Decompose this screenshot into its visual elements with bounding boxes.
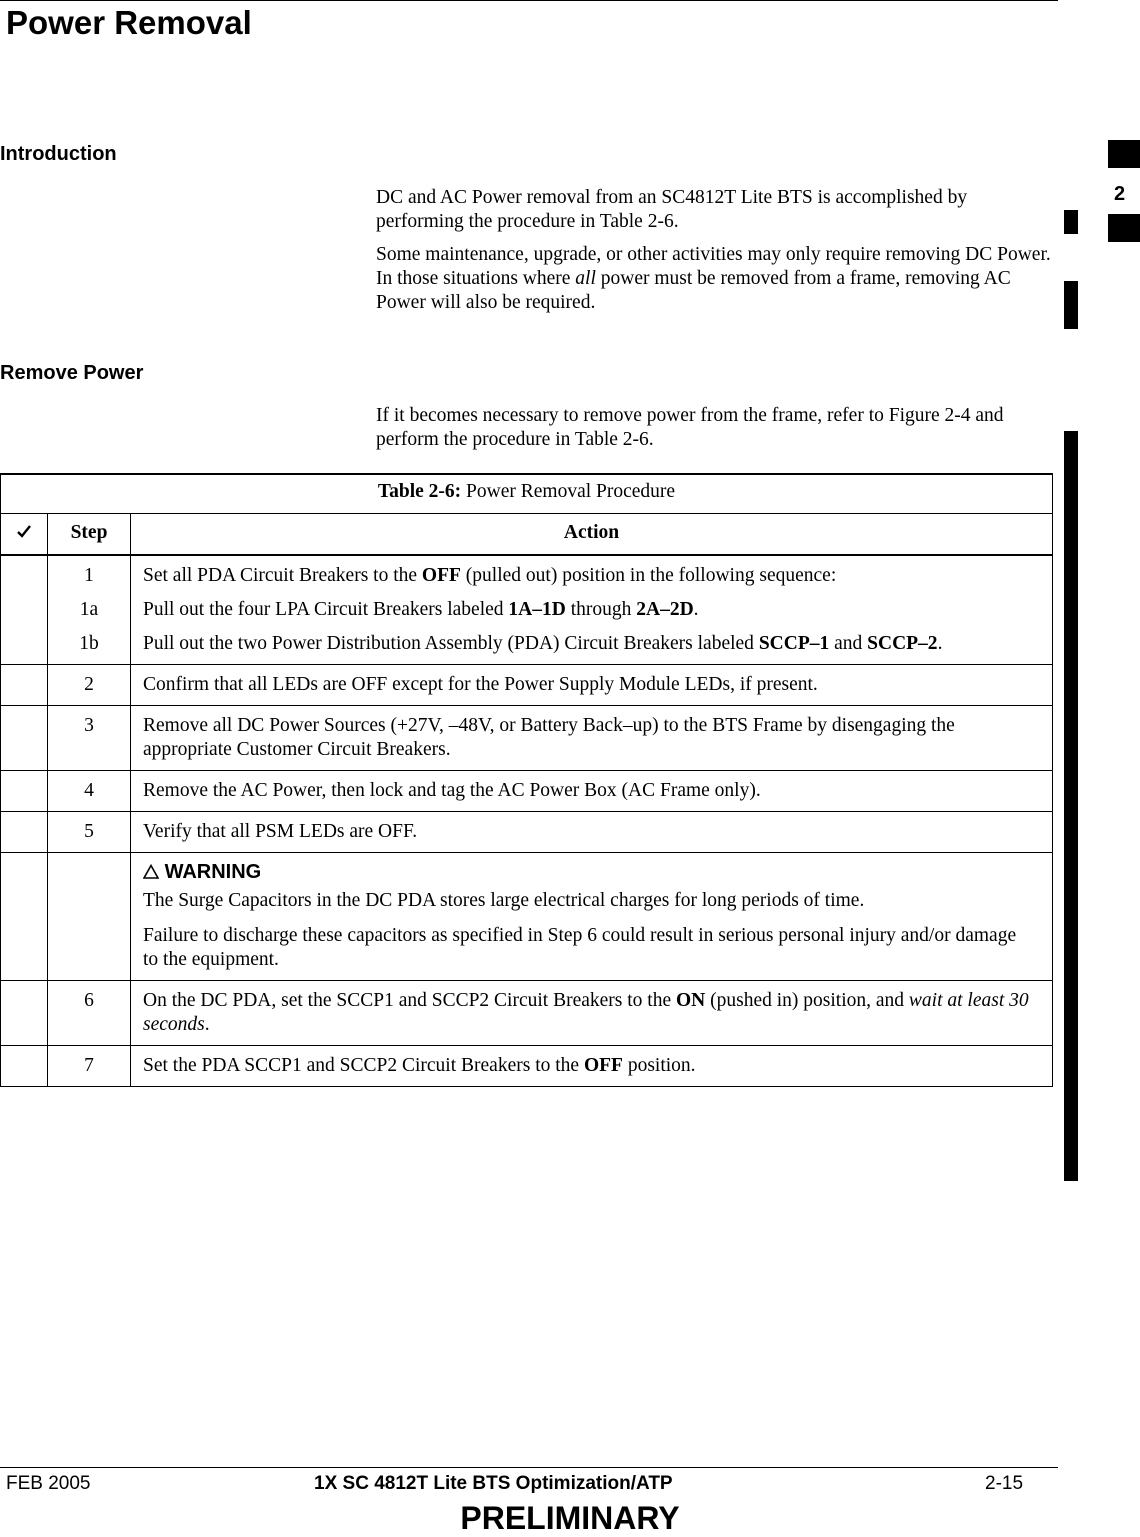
action-cell: Verify that all PSM LEDs are OFF. bbox=[131, 812, 1053, 853]
intro-text bbox=[376, 186, 1056, 324]
check-cell bbox=[1, 555, 48, 665]
check-cell bbox=[1, 853, 48, 981]
table-row bbox=[1, 665, 1053, 706]
page-title: Power Removal bbox=[6, 4, 252, 41]
step-cell: 7 bbox=[48, 1046, 131, 1087]
step-cell: 6 bbox=[48, 981, 131, 1046]
footer-document-title: 1X SC 4812T Lite BTS Optimization/ATP bbox=[314, 1473, 673, 1494]
warning-heading: WARNING bbox=[143, 853, 1052, 885]
check-cell bbox=[1, 771, 48, 812]
intro-paragraph-2: Some maintenance, upgrade, or other activities may only require removing DC Power. In those situations where all power must be removed from a frame, removing AC Power will also be required. bbox=[376, 244, 1051, 313]
check-cell bbox=[1, 1046, 48, 1087]
change-bar-procedure bbox=[1064, 431, 1078, 1181]
footer-date: FEB 2005 bbox=[6, 1473, 91, 1494]
table-row bbox=[1, 555, 1053, 665]
warning-text-1: The Surge Capacitors in the DC PDA stores large electrical charges for long periods of time. bbox=[143, 890, 865, 911]
footer-page-number: 2-15 bbox=[985, 1473, 1024, 1494]
step-column-header: Step bbox=[48, 514, 131, 556]
step-cell: 3 bbox=[48, 706, 131, 771]
check-cell bbox=[1, 812, 48, 853]
table-row bbox=[1, 706, 1053, 771]
table-caption: Table 2-6: Power Removal Procedure bbox=[0, 473, 1053, 513]
step-cell: 2 bbox=[48, 665, 131, 706]
checkmark-column-header bbox=[1, 514, 48, 556]
step-cell bbox=[48, 853, 131, 981]
step-cell: 4 bbox=[48, 771, 131, 812]
table-row bbox=[1, 771, 1053, 812]
action-cell: On the DC PDA, set the SCCP1 and SCCP2 Circuit Breakers to the ON (pushed in) position, and wait at least 30 seconds. bbox=[131, 981, 1053, 1046]
preliminary-label: PRELIMINARY bbox=[460, 1500, 680, 1536]
step-cell: 5 bbox=[48, 812, 131, 853]
change-bar-short bbox=[1064, 210, 1078, 234]
chapter-tab-bottom bbox=[1108, 214, 1140, 242]
action-cell: Remove all DC Power Sources (+27V, –48V, or Battery Back–up) to the BTS Frame by disengaging the appropriate Customer Circuit Breakers. bbox=[131, 706, 1053, 771]
table-row bbox=[1, 981, 1053, 1046]
step-cell: 1 1a 1b bbox=[48, 555, 131, 665]
action-column-header: Action bbox=[131, 514, 1053, 556]
table-row bbox=[1, 1046, 1053, 1087]
section-heading-remove-power: Remove Power bbox=[0, 362, 144, 384]
warning-text-2: Failure to discharge these capacitors as specified in Step 6 could result in serious personal injury and/or damage to the equipment. bbox=[143, 925, 1017, 970]
warning-triangle-icon bbox=[143, 861, 159, 883]
action-cell bbox=[131, 555, 1053, 665]
action-cell: Confirm that all LEDs are OFF except for the Power Supply Module LEDs, if present. bbox=[131, 665, 1053, 706]
warning-cell bbox=[131, 853, 1053, 981]
chapter-tab-top bbox=[1108, 140, 1140, 168]
section-heading-introduction: Introduction bbox=[0, 143, 117, 165]
table-row bbox=[1, 812, 1053, 853]
step-1a-text: Pull out the four LPA Circuit Breakers labeled 1A–1D through 2A–2D. bbox=[143, 599, 699, 620]
power-removal-table bbox=[0, 473, 1053, 1087]
chapter-tab-number: 2 bbox=[1114, 183, 1126, 205]
checkmark-icon bbox=[17, 522, 31, 543]
remove-power-text bbox=[376, 404, 1056, 461]
table-row-warning bbox=[1, 853, 1053, 981]
header-rule bbox=[0, 0, 1058, 1]
intro-paragraph-1: DC and AC Power removal from an SC4812T Lite BTS is accomplished by performing the procedure in Table 2-6. bbox=[376, 187, 968, 232]
check-cell bbox=[1, 981, 48, 1046]
change-bar-intro bbox=[1064, 281, 1078, 329]
check-cell bbox=[1, 665, 48, 706]
check-cell bbox=[1, 706, 48, 771]
remove-power-paragraph: If it becomes necessary to remove power from the frame, refer to Figure 2-4 and perform the procedure in Table 2-6. bbox=[376, 405, 1004, 450]
step-1-text: Set all PDA Circuit Breakers to the OFF (pulled out) position in the following sequence: bbox=[143, 565, 837, 586]
table-header-row bbox=[1, 514, 1053, 556]
action-cell: Remove the AC Power, then lock and tag the AC Power Box (AC Frame only). bbox=[131, 771, 1053, 812]
step-1b-text: Pull out the two Power Distribution Assembly (PDA) Circuit Breakers labeled SCCP–1 and SCCP–2. bbox=[143, 633, 943, 654]
footer-rule bbox=[0, 1467, 1058, 1468]
action-cell: Set the PDA SCCP1 and SCCP2 Circuit Breakers to the OFF position. bbox=[131, 1046, 1053, 1087]
